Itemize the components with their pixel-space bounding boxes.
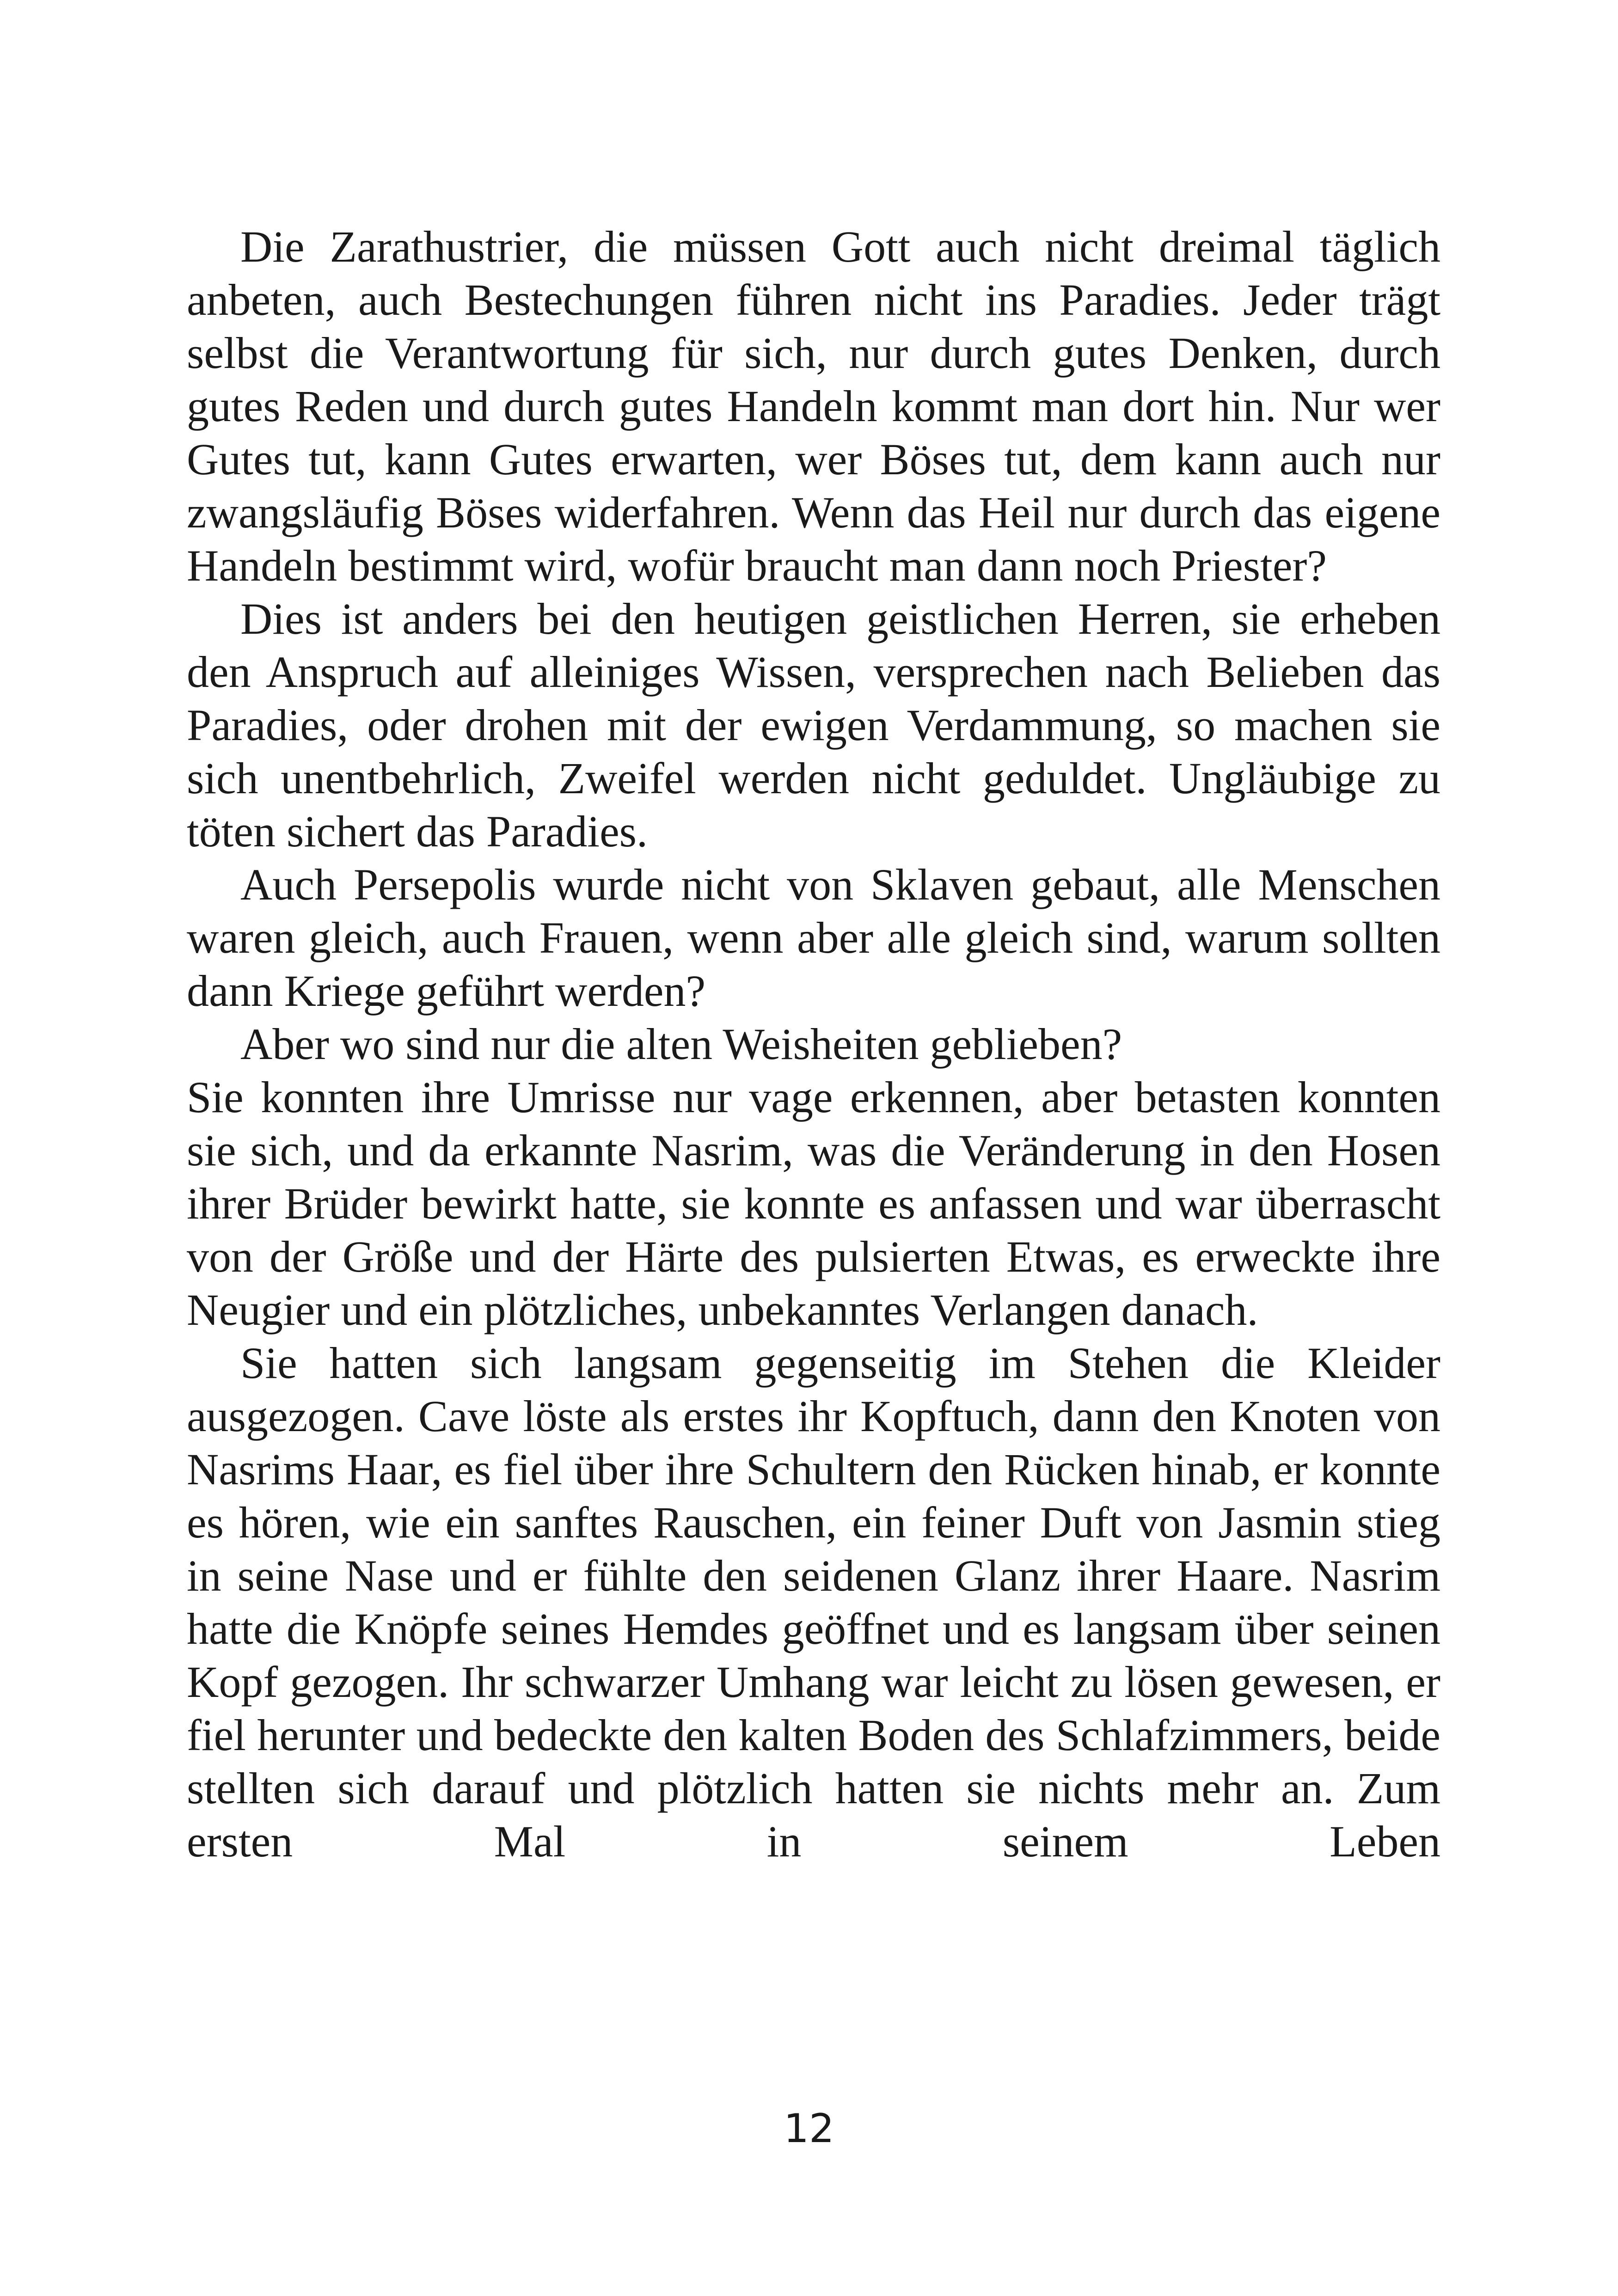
body-text [187,220,1440,1868]
paragraph-zarathustrier: Die Zarathustrier, die müssen Gott auch nicht dreimal täglich anbeten, auch Bestechungen führen nicht ins Paradies. Jeder trägt selbst die Verantwortung für sich, nur durch gutes Denken, durch gutes Reden und durch gutes Handeln kommt man dort hin. Nur wer Gutes tut, kann Gutes erwarten, wer Böses tut, dem kann auch nur zwangsläufig Böses widerfahren. Wenn das Heil nur durch das eigene Handeln bestimmt wird, wofür braucht man dann noch Priester? [187,222,1440,590]
paragraph-umrisse: Sie konnten ihre Umrisse nur vage erkennen, aber betasten konnten sie sich, und da erkannte Nasrim, was die Veränderung in den Hosen ihrer Brüder bewirkt hatte, sie konnte es anfassen und war überrascht von der Größe und der Härte des pulsierten Etwas, es erweckte ihre Neugier und ein plötzliches, unbekanntes Verlangen danach. [187,1072,1440,1335]
paragraph-geistliche-herren: Dies ist anders bei den heutigen geistlichen Herren, sie erheben den Anspruch auf alleiniges Wissen, versprechen nach Belieben das Paradies, oder drohen mit der ewigen Verdammung, so machen sie sich unentbehrlich, Zweifel werden nicht geduldet. Ungläubige zu töten sichert das Paradies. [187,594,1440,856]
page-number: 12 [784,2106,834,2152]
paragraph-persepolis: Auch Persepolis wurde nicht von Sklaven gebaut, alle Menschen waren gleich, auch Frauen, wenn aber alle gleich sind, warum sollten dann Kriege geführt werden? [187,860,1440,1016]
paragraph-weisheiten: Aber wo sind nur die alten Weisheiten geblieben? [240,1019,1122,1069]
paragraph-kleider: Sie hatten sich langsam gegenseitig im Stehen die Kleider ausgezogen. Cave löste als erstes ihr Kopftuch, dann den Knoten von Nasrims Haar, es fiel über ihre Schultern den Rücken hinab, er konnte es hören, wie ein sanftes Rauschen, ein feiner Duft von Jasmin stieg in seine Nase und er fühlte den seidenen Glanz ihrer Haare. Nasrim hatte die Knöpfe seines Hemdes geöffnet und es langsam über seinen Kopf gezogen. Ihr schwarzer Umhang war leicht zu lösen gewesen, er fiel herunter und bedeckte den kalten Boden des Schlafzimmers, beide stellten sich darauf und plötzlich hatten sie nichts mehr an. Zum ersten Mal in seinem Leben [187,1338,1440,1866]
